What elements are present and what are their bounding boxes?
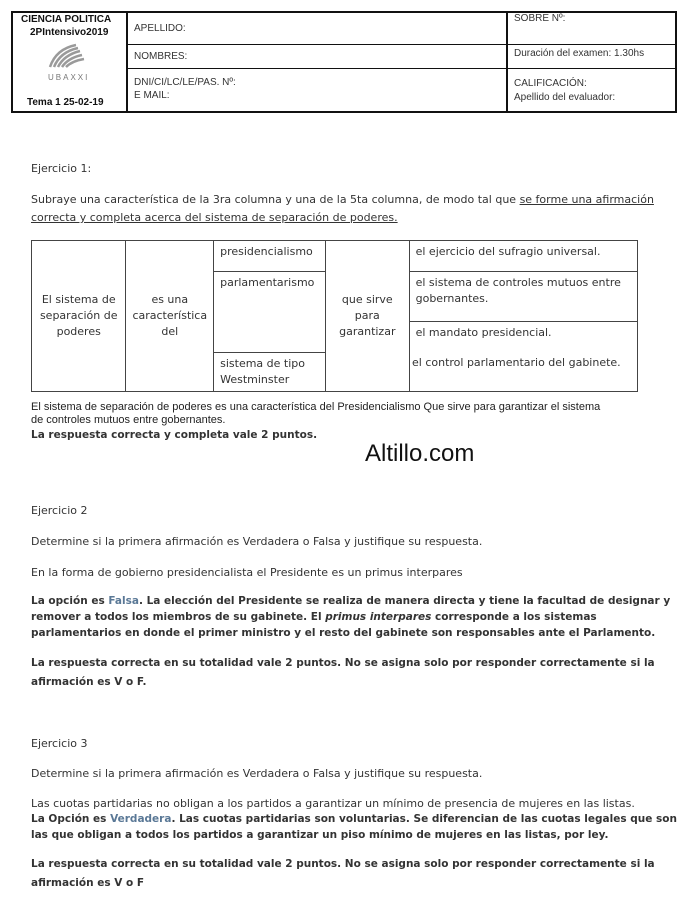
option-text: parlamentarismo (220, 276, 315, 289)
table-col2-cell (126, 241, 214, 392)
exercise-2-score-cont: afirmación es V o F. (31, 676, 147, 688)
dni-field: DNI/CI/LC/LE/PAS. Nº: (134, 77, 236, 88)
exercise-3-title: Ejercicio 3 (31, 737, 88, 750)
table-col4-cell (325, 241, 409, 392)
col2-line: característica (132, 309, 208, 322)
answer-text: corresponde a los sistemas (431, 611, 597, 623)
exercise-1-answer-cont: de controles mutuos entre gobernantes. (31, 414, 226, 426)
answer-option: Verdadera (110, 813, 172, 825)
option-text: sistema de tipo Westminster (220, 357, 305, 386)
exercise-3-answer (31, 812, 677, 827)
table-option-parlamentarismo[interactable] (214, 272, 326, 353)
exercise-3-answer-cont: las que obligan a todos los partidos a garantizar un piso mínimo de mujeres en las listas, por ley. (31, 829, 609, 841)
col4-line: que sirve (341, 293, 393, 306)
exercise-2-statement: En la forma de gobierno presidencialista el Presidente es un primus interpares (31, 566, 463, 579)
exercise-2-score: La respuesta correcta en su totalidad vale 2 puntos. No se asigna solo por responder correctamente si la (31, 657, 655, 669)
ubaxxi-logo-icon (46, 43, 86, 69)
exam-info-box (506, 13, 675, 111)
answer-text: . Las cuotas partidarias son voluntarias. Se diferencian de las cuotas legales que son (171, 813, 677, 825)
answer-italic: primus interpares (325, 611, 432, 623)
evaluator-field: Apellido del evaluador: (514, 92, 616, 103)
exercise-3-instruction: Determine si la primera afirmación es Verdadera o Falsa y justifique su respuesta. (31, 767, 483, 780)
nombres-field: NOMBRES: (134, 51, 188, 62)
col1-line: poderes (56, 325, 101, 338)
exercise-2-instruction: Determine si la primera afirmación es Verdadera o Falsa y justifique su respuesta. (31, 535, 483, 548)
exercise-3-score-cont: afirmación es V o F (31, 877, 145, 889)
col2-line: del (161, 325, 179, 338)
col1-line: El sistema de (41, 293, 116, 306)
instruction-underlined: se forme una afirmación (519, 193, 654, 206)
exercise-3-statement: Las cuotas partidarias no obligan a los partidos a garantizar un mínimo de presencia de mujeres en las listas. (31, 797, 635, 810)
watermark: Altillo.com (365, 440, 475, 467)
table-option-sufragio[interactable] (409, 241, 637, 272)
course-edition: 2PIntensivo2019 (30, 27, 109, 38)
table-option-gabinete[interactable]: el control parlamentario del gabinete. (412, 356, 621, 369)
exercise-2-answer (31, 594, 670, 609)
email-field: E MAIL: (134, 90, 170, 101)
exercise-1-instruction (31, 192, 654, 207)
answer-option: Falsa (108, 595, 139, 607)
answer-text: La opción es (31, 595, 109, 607)
col1-line: separación de (39, 309, 118, 322)
answer-text: La Opción es (31, 813, 111, 825)
grade-field: CALIFICACIÓN: (514, 78, 587, 89)
course-info-box (13, 13, 128, 111)
duration-label: Duración del examen: 1.30hs (514, 48, 645, 59)
col4-line: garantizar (339, 325, 396, 338)
col2-line: es una (151, 293, 189, 306)
exercise-1-answer: El sistema de separación de poderes es una característica del Presidencialismo Que sirve para garantizar el sistema (31, 401, 601, 413)
answer-text: remover a todos los miembros de su gabinete. El (31, 611, 326, 623)
option-text: el sistema de controles mutuos entre gobernantes. (415, 276, 621, 305)
sobre-field: SOBRE Nº: (514, 13, 566, 24)
answer-text: . La elección del Presidente se realiza de manera directa y tiene la facultad de designar y (138, 595, 671, 607)
table-option-westminster[interactable] (214, 353, 326, 392)
exam-topic: Tema 1 25-02-19 (27, 97, 104, 108)
logo-text: UBAXXI (48, 73, 90, 82)
exercise-2-title: Ejercicio 2 (31, 504, 88, 517)
table-col1-cell (32, 241, 126, 392)
table-option-controles[interactable] (409, 272, 637, 322)
table-option-presidencialismo[interactable] (214, 241, 326, 272)
exercise-2-answer-cont: parlamentarios en donde el primer ministro y el resto del gabinete son responsables ante el Parlamento. (31, 627, 656, 639)
option-text: presidencialismo (220, 245, 313, 258)
instruction-text: Subraye una característica de la 3ra columna y una de la 5ta columna, de modo tal que (31, 193, 520, 206)
exam-header (11, 11, 677, 113)
col4-line: para (354, 309, 380, 322)
exercise-1-instruction-cont: correcta y completa acerca del sistema de separación de poderes. (31, 211, 398, 224)
apellido-field: APELLIDO: (134, 23, 186, 34)
exercise-1-title: Ejercicio 1: (31, 162, 92, 175)
exercise-2-answer-cont (31, 610, 597, 625)
exercise-3-score: La respuesta correcta en su totalidad vale 2 puntos. No se asigna solo por responder correctamente si la (31, 858, 655, 870)
course-name: CIENCIA POLITICA (21, 14, 112, 25)
option-text: el ejercicio del sufragio universal. (415, 245, 601, 258)
option-text: el mandato presidencial. (415, 326, 552, 339)
exercise-1-score: La respuesta correcta y completa vale 2 puntos. (31, 429, 318, 441)
